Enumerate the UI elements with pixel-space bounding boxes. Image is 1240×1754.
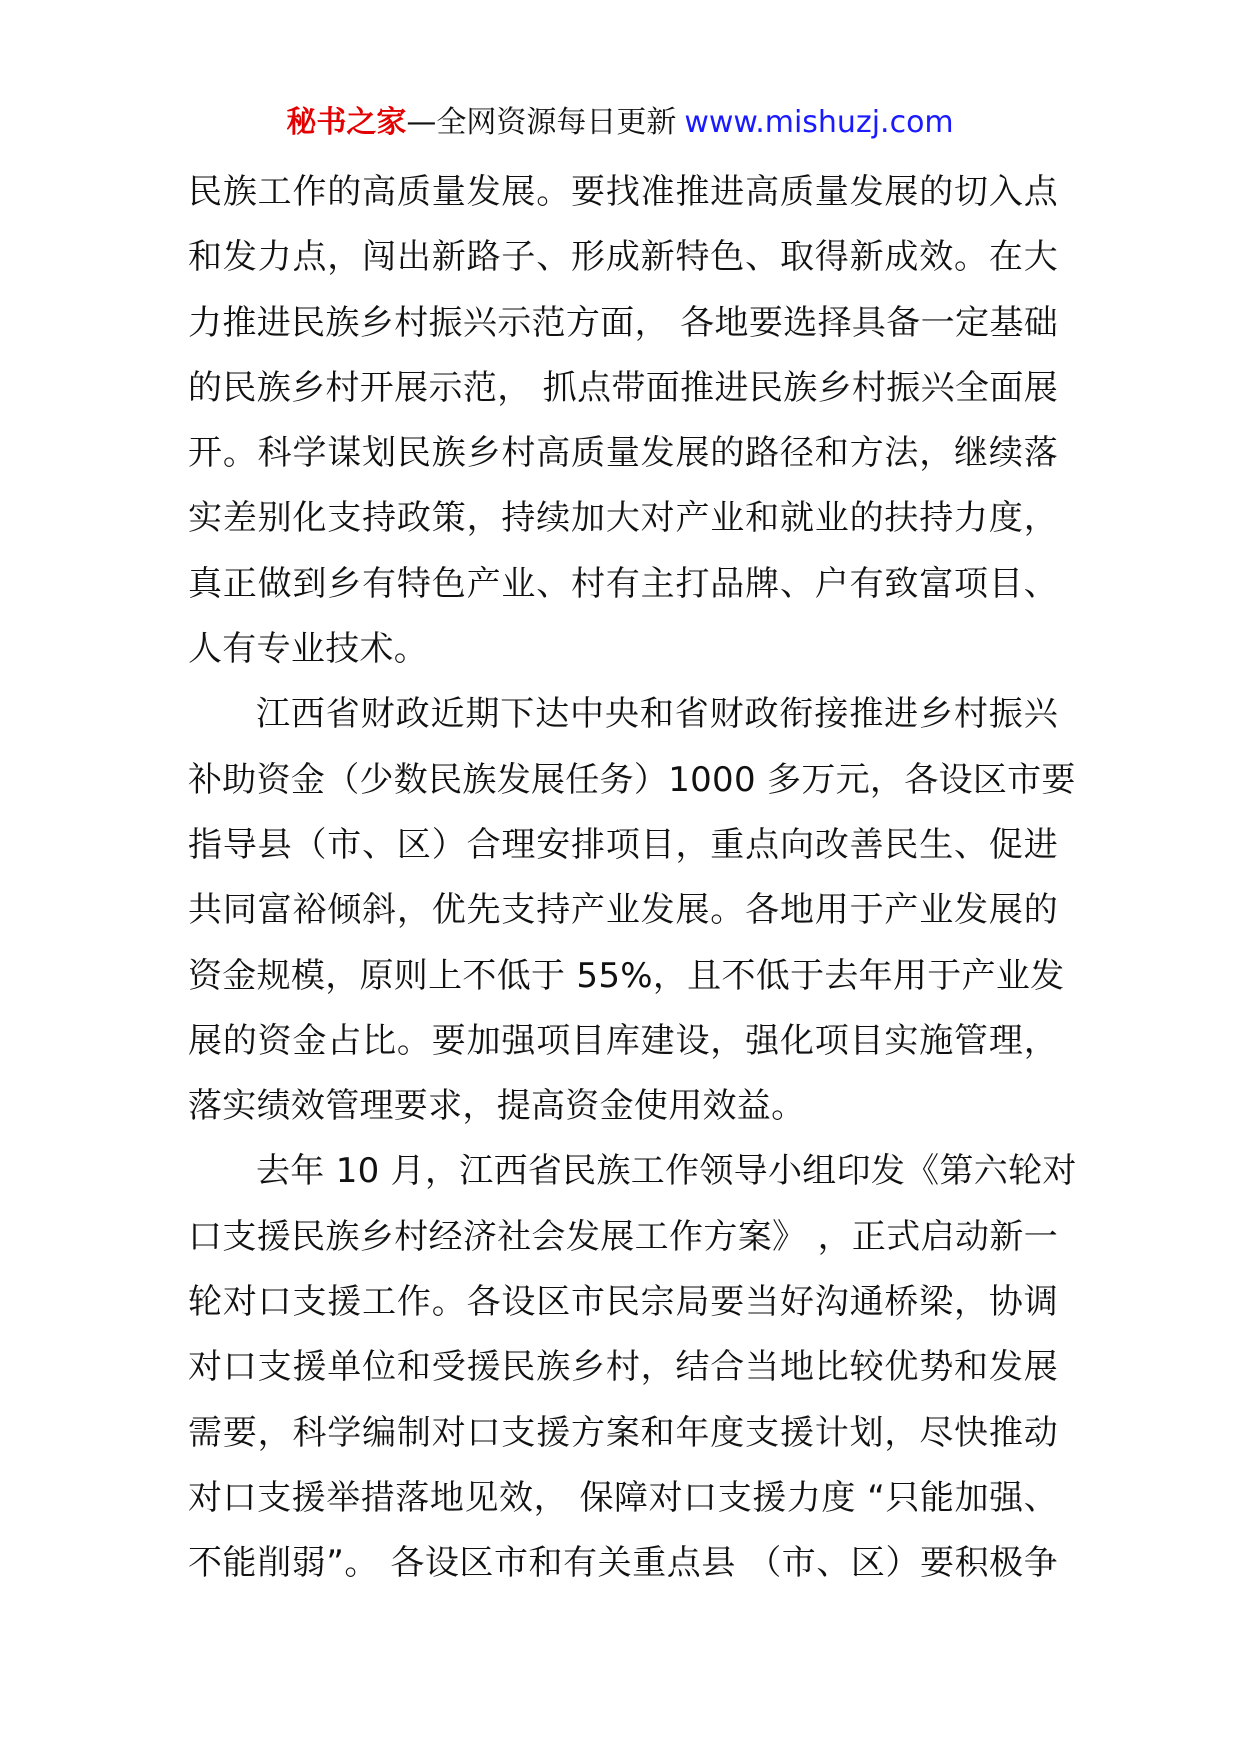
text-line: 力推进民族乡村振兴示范方面， 各地要选择具备一定基础 (188, 302, 1058, 343)
site-header (0, 103, 1240, 143)
text-line: 开。科学谋划民族乡村高质量发展的路径和方法，继续落 (188, 433, 1058, 474)
text-line: 资金规模，原则上不低于 55%，且不低于去年用于产业发 (188, 955, 1065, 996)
text-line: 指导县（市、区）合理安排项目，重点向改善民生、促进 (188, 824, 1058, 865)
text-line: 展的资金占比。要加强项目库建设，强化项目实施管理， (188, 1020, 1058, 1061)
text-line: 实差别化支持政策，持续加大对产业和就业的扶持力度， (188, 498, 1058, 539)
document-body (188, 160, 1077, 1597)
text-line: 江西省财政近期下达中央和省财政衔接推进乡村振兴 (256, 694, 1058, 735)
text-line: 民族工作的高质量发展。要找准推进高质量发展的切入点 (188, 172, 1058, 212)
brand-name: 秘书之家 (286, 105, 407, 140)
text-line: 真正做到乡有特色产业、村有主打品牌、户有致富项目、 (188, 563, 1058, 604)
text-line: 不能削弱”。 各设区市和有关重点县 （市、区）要积极争 (188, 1543, 1058, 1584)
text-line: 和发力点，闯出新路子、形成新特色、取得新成效。在大 (188, 237, 1058, 278)
text-line: 共同富裕倾斜，优先支持产业发展。各地用于产业发展的 (188, 890, 1058, 931)
text-line: 轮对口支援工作。各设区市民宗局要当好沟通桥梁，协调 (188, 1282, 1058, 1323)
text-line: 需要，科学编制对口支援方案和年度支援计划，尽快推动 (188, 1412, 1058, 1453)
text-line: 的民族乡村开展示范， 抓点带面推进民族乡村振兴全面展 (188, 367, 1058, 408)
site-url[interactable]: www.mishuzj.com (684, 105, 954, 140)
text-line: 对口支援单位和受援民族乡村，结合当地比较优势和发展 (188, 1347, 1058, 1388)
text-line: 去年 10 月，江西省民族工作领导小组印发《第六轮对 (256, 1151, 1077, 1192)
text-line: 对口支援举措落地见效， 保障对口支援力度 “只能加强、 (188, 1477, 1058, 1518)
text-line: 补助资金（少数民族发展任务）1000 多万元，各设区市要 (188, 759, 1076, 800)
text-line: 落实绩效管理要求，提高资金使用效益。 (188, 1086, 806, 1127)
text-line: 人有专业技术。 (188, 629, 429, 670)
header-tagline: —全网资源每日更新 (406, 105, 677, 140)
text-line: 口支援民族乡村经济社会发展工作方案》 ，正式启动新一 (188, 1216, 1058, 1257)
